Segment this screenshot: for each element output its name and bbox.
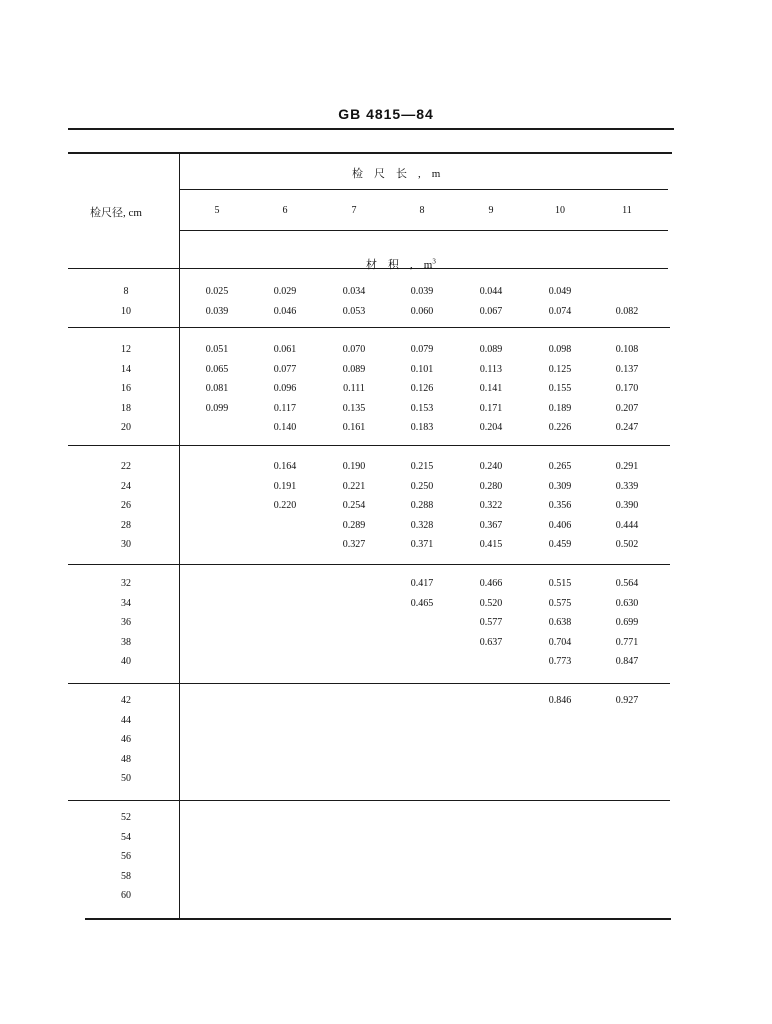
diameter-cell: 20: [121, 422, 131, 433]
volume-cell: 0.117: [273, 402, 297, 414]
volume-cell: 0.161: [342, 422, 366, 433]
volume-cell: 0.051: [205, 344, 229, 355]
volume-cell: 0.053: [342, 305, 366, 317]
volume-cell: 0.390: [615, 500, 639, 511]
header-rule: [68, 128, 674, 130]
volume-cell: 0.291: [615, 461, 639, 472]
diameter-cell: 36: [121, 617, 131, 628]
volume-cell: 0.065: [205, 363, 229, 375]
group-separator-rule: [68, 800, 670, 801]
volume-cell: 0.309: [548, 480, 572, 492]
length-column-header: 8: [419, 205, 425, 216]
volume-cell: 0.029: [273, 286, 297, 297]
volume-cell: 0.060: [410, 305, 434, 317]
length-caption-rule: [180, 189, 668, 190]
volume-cell: 0.079: [410, 344, 434, 355]
volume-cell: 0.250: [410, 480, 434, 492]
volume-cell: 0.847: [615, 656, 639, 667]
volume-cell: 0.637: [479, 636, 503, 648]
diameter-cell: 52: [121, 812, 131, 823]
volume-unit-superscript: 3: [432, 257, 436, 266]
volume-cell: 0.070: [342, 344, 366, 355]
volume-cell: 0.927: [615, 695, 639, 706]
volume-cell: 0.221: [342, 480, 366, 492]
volume-cell: 0.183: [410, 422, 434, 433]
diameter-cell: 32: [121, 578, 131, 589]
volume-cell: 0.061: [273, 344, 297, 355]
volume-cell: 0.367: [479, 519, 503, 531]
group-separator-rule: [68, 564, 670, 565]
volume-cell: 0.220: [273, 500, 297, 511]
row-header-label: 检尺径, cm: [90, 207, 142, 219]
diameter-cell: 40: [121, 656, 131, 667]
volume-cell: 0.025: [205, 286, 229, 297]
volume-caption-text: 材 积 , m: [366, 259, 433, 271]
volume-cell: 0.126: [410, 383, 434, 394]
volume-cell: 0.170: [615, 383, 639, 394]
diameter-cell: 48: [121, 753, 131, 765]
volume-cell: 0.466: [479, 578, 503, 589]
table-top-rule: [68, 152, 672, 154]
volume-cell: 0.164: [273, 461, 297, 472]
volume-cell: 0.240: [479, 461, 503, 472]
volume-cell: 0.081: [205, 383, 229, 394]
volume-cell: 0.077: [273, 363, 297, 375]
diameter-cell: 42: [121, 695, 131, 706]
volume-cell: 0.328: [410, 519, 434, 531]
length-column-header: 10: [555, 205, 565, 216]
volume-cell: 0.575: [548, 597, 572, 609]
volume-cell: 0.417: [410, 578, 434, 589]
diameter-cell: 22: [121, 461, 131, 472]
volume-caption: [355, 244, 436, 284]
volume-cell: 0.171: [479, 402, 503, 414]
volume-cell: 0.089: [479, 344, 503, 355]
volume-cell: 0.191: [273, 480, 297, 492]
length-column-header: 6: [282, 205, 288, 216]
volume-cell: 0.564: [615, 578, 639, 589]
diameter-cell: 30: [121, 539, 131, 550]
diameter-cell: 12: [121, 344, 131, 355]
volume-cell: 0.125: [548, 363, 572, 375]
diameter-cell: 34: [121, 597, 131, 609]
volume-cell: 0.371: [410, 539, 434, 550]
diameter-cell: 46: [121, 734, 131, 745]
diameter-cell: 38: [121, 636, 131, 648]
volume-cell: 0.515: [548, 578, 572, 589]
volume-cell: 0.339: [615, 480, 639, 492]
volume-cell: 0.190: [342, 461, 366, 472]
volume-cell: 0.288: [410, 500, 434, 511]
volume-cell: 0.444: [615, 519, 639, 531]
volume-cell: 0.289: [342, 519, 366, 531]
volume-cell: 0.459: [548, 539, 572, 550]
volume-cell: 0.098: [548, 344, 572, 355]
volume-cell: 0.322: [479, 500, 503, 511]
volume-cell: 0.074: [548, 305, 572, 317]
group-separator-rule: [68, 683, 670, 684]
volume-cell: 0.141: [479, 383, 503, 394]
volume-cell: 0.039: [205, 305, 229, 317]
diameter-cell: 16: [121, 383, 131, 394]
diameter-cell: 28: [121, 519, 131, 531]
volume-cell: 0.465: [410, 597, 434, 609]
volume-cell: 0.111: [343, 383, 365, 394]
volume-cell: 0.089: [342, 363, 366, 375]
volume-cell: 0.254: [342, 500, 366, 511]
volume-cell: 0.215: [410, 461, 434, 472]
volume-caption-top-rule: [180, 230, 668, 231]
volume-cell: 0.189: [548, 402, 572, 414]
diameter-cell: 14: [121, 363, 131, 375]
length-caption: 检 尺 长 , m: [352, 168, 441, 180]
diameter-cell: 58: [121, 870, 131, 882]
diameter-cell: 8: [123, 286, 129, 297]
length-column-header: 5: [214, 205, 220, 216]
volume-cell: 0.577: [479, 617, 503, 628]
volume-cell: 0.699: [615, 617, 639, 628]
document-header-title: GB 4815—84: [338, 106, 434, 122]
diameter-cell: 60: [121, 890, 131, 901]
diameter-cell: 56: [121, 851, 131, 862]
diameter-cell: 50: [121, 773, 131, 784]
volume-cell: 0.113: [479, 363, 503, 375]
volume-cell: 0.502: [615, 539, 639, 550]
volume-cell: 0.630: [615, 597, 639, 609]
volume-cell: 0.226: [548, 422, 572, 433]
volume-cell: 0.034: [342, 286, 366, 297]
volume-cell: 0.327: [342, 539, 366, 550]
volume-cell: 0.265: [548, 461, 572, 472]
volume-cell: 0.280: [479, 480, 503, 492]
volume-cell: 0.406: [548, 519, 572, 531]
length-column-header: 9: [488, 205, 494, 216]
volume-cell: 0.140: [273, 422, 297, 433]
volume-cell: 0.846: [548, 695, 572, 706]
volume-cell: 0.356: [548, 500, 572, 511]
volume-cell: 0.082: [615, 305, 639, 317]
volume-cell: 0.137: [615, 363, 639, 375]
volume-cell: 0.520: [479, 597, 503, 609]
volume-cell: 0.155: [548, 383, 572, 394]
group-separator-rule: [68, 327, 670, 328]
volume-cell: 0.046: [273, 305, 297, 317]
length-column-header: 11: [622, 205, 632, 216]
volume-cell: 0.096: [273, 383, 297, 394]
volume-cell: 0.067: [479, 305, 503, 317]
length-column-header: 7: [351, 205, 357, 216]
volume-cell: 0.044: [479, 286, 503, 297]
table-bottom-rule: [85, 918, 671, 920]
volume-cell: 0.773: [548, 656, 572, 667]
volume-cell: 0.108: [615, 344, 639, 355]
volume-cell: 0.101: [410, 363, 434, 375]
diameter-cell: 26: [121, 500, 131, 511]
volume-cell: 0.207: [615, 402, 639, 414]
volume-cell: 0.415: [479, 539, 503, 550]
group-separator-rule: [68, 445, 670, 446]
volume-cell: 0.099: [205, 402, 229, 414]
diameter-cell: 44: [121, 714, 131, 726]
volume-cell: 0.039: [410, 286, 434, 297]
volume-cell: 0.153: [410, 402, 434, 414]
volume-cell: 0.771: [615, 636, 639, 648]
diameter-cell: 24: [121, 480, 131, 492]
volume-cell: 0.247: [615, 422, 639, 433]
diameter-cell: 18: [121, 402, 131, 414]
volume-cell: 0.704: [548, 636, 572, 648]
volume-cell: 0.135: [342, 402, 366, 414]
diameter-cell: 10: [121, 305, 131, 317]
volume-cell: 0.638: [548, 617, 572, 628]
diameter-cell: 54: [121, 831, 131, 843]
volume-cell: 0.049: [548, 286, 572, 297]
row-header-divider: [179, 152, 180, 918]
volume-cell: 0.204: [479, 422, 503, 433]
